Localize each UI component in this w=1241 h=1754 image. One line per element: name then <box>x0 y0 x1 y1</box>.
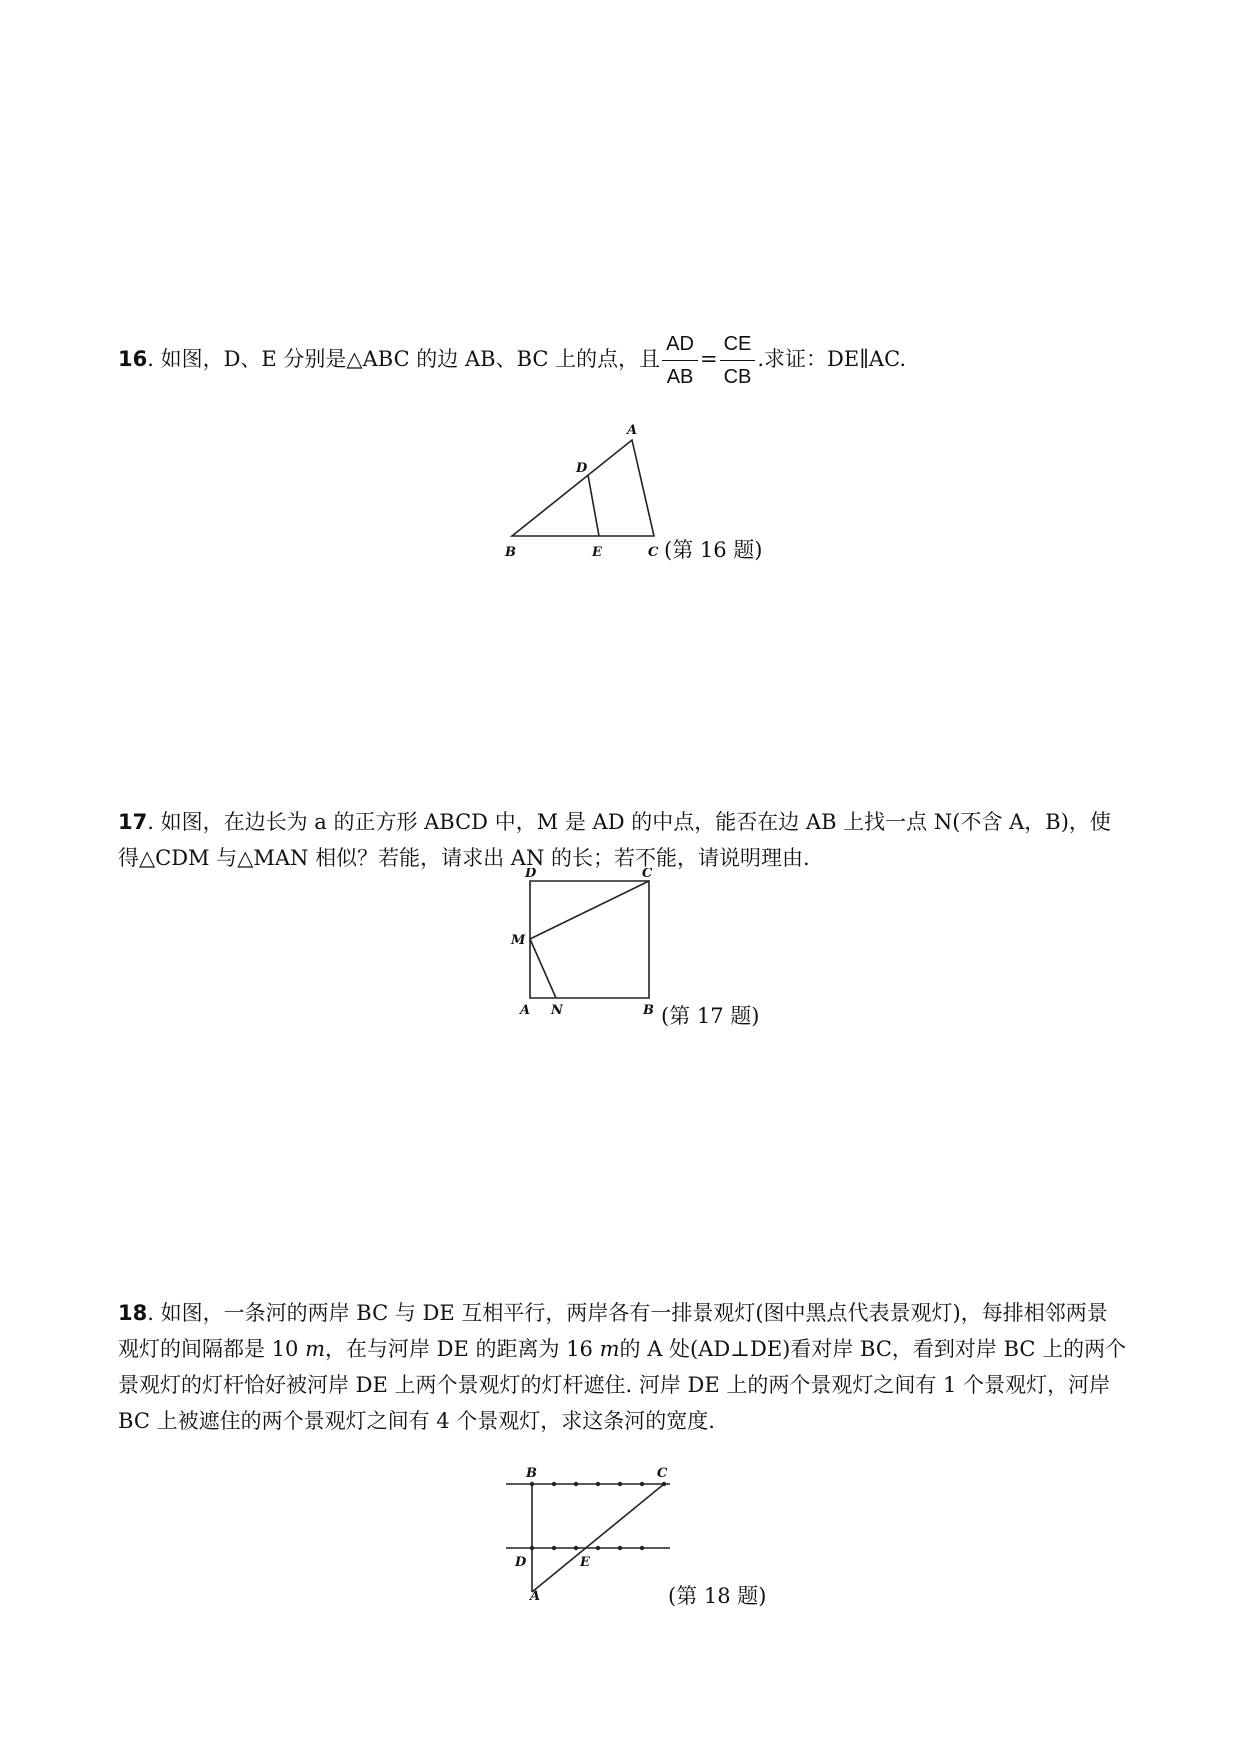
lamp <box>574 1482 578 1486</box>
unit-m-1: m <box>305 1337 325 1361</box>
lamp <box>640 1482 644 1486</box>
lamp <box>596 1546 600 1550</box>
problem-17-number: 17 <box>118 810 148 834</box>
problem-18-text-3: 的 A 处(AD⊥DE)看对岸 BC，看到对岸 BC 上的两个景观灯的灯杆恰好被河岸 DE 上两个景观灯的灯杆遮住. 河岸 DE 上的两个景观灯之间有 1 个景观灯，河岸 BC 上被遮住的两个景观灯之间有 4 个景观灯，求这条河的宽度. <box>118 1337 1127 1433</box>
label-n: N <box>551 1003 563 1018</box>
problem-16-text-after: .求证：DE∥AC. <box>757 347 907 371</box>
problem-18-text-2: ，在与河岸 DE 的距离为 16 <box>325 1337 600 1361</box>
segment-mc <box>530 881 649 939</box>
segment-ac <box>532 1484 664 1592</box>
lamp <box>662 1482 666 1486</box>
fraction-ce-cb <box>720 334 756 387</box>
lamp <box>530 1546 534 1550</box>
equals-sign: = <box>699 347 718 371</box>
label-m: M <box>511 933 526 948</box>
lamp <box>618 1482 622 1486</box>
label-d: D <box>525 868 537 881</box>
segment-mn <box>530 939 556 998</box>
lamp <box>530 1482 534 1486</box>
problem-16-number: 16 <box>118 347 148 371</box>
problem-16 <box>118 334 1128 387</box>
unit-m-2: m <box>599 1337 620 1361</box>
fraction-ce-cb-numerator: CE <box>720 334 756 361</box>
label-b: B <box>505 545 516 560</box>
label-a: A <box>627 423 638 438</box>
lamp <box>552 1482 556 1486</box>
problem-17-text: . 如图，在边长为 a 的正方形 ABCD 中，M 是 AD 的中点，能否在边 AB 上找一点 N(不含 A，B)，使得△CDM 与△MAN 相似？若能，请求出 AN 的长；若不能，请说明理由. <box>118 810 1111 870</box>
problem-17 <box>118 804 1128 876</box>
problem-18-number: 18 <box>118 1301 148 1325</box>
figure-16-triangle <box>500 418 675 563</box>
label-e: E <box>580 1555 590 1570</box>
label-c: C <box>657 1466 668 1481</box>
caption-16: (第 16 题) <box>664 538 763 562</box>
caption-18: (第 18 题) <box>668 1584 767 1608</box>
figure-18-river <box>500 1462 675 1602</box>
label-a: A <box>530 1589 541 1602</box>
problem-16-text-before: . 如图，D、E 分别是△ABC 的边 AB、BC 上的点，且 <box>147 347 661 371</box>
problem-18-text-1: . 如图，一条河的两岸 BC 与 DE 互相平行，两岸各有一排景观灯(图中黑点代表景观灯)，每排相邻两景观灯的间隔都是 10 <box>118 1301 1108 1361</box>
triangle-abc <box>512 440 654 536</box>
figure-17-square <box>510 868 670 1018</box>
fraction-ad-ab-numerator: AD <box>662 334 698 361</box>
problem-18 <box>118 1295 1128 1439</box>
label-b: B <box>526 1466 537 1481</box>
label-c: C <box>642 868 653 881</box>
lamp <box>574 1546 578 1550</box>
caption-17: (第 17 题) <box>661 1004 760 1028</box>
lamp <box>552 1546 556 1550</box>
label-c: C <box>648 545 659 560</box>
segment-de <box>588 475 599 536</box>
label-b: B <box>643 1003 654 1018</box>
lamp <box>640 1546 644 1550</box>
fraction-ad-ab-denominator: AB <box>666 366 694 388</box>
fraction-ad-ab <box>662 334 698 387</box>
lamp <box>618 1546 622 1550</box>
fraction-ce-cb-denominator: CB <box>723 366 752 388</box>
label-d: D <box>576 461 588 476</box>
label-d: D <box>515 1555 527 1570</box>
label-e: E <box>592 545 602 560</box>
lamp <box>596 1482 600 1486</box>
label-a: A <box>520 1003 531 1018</box>
